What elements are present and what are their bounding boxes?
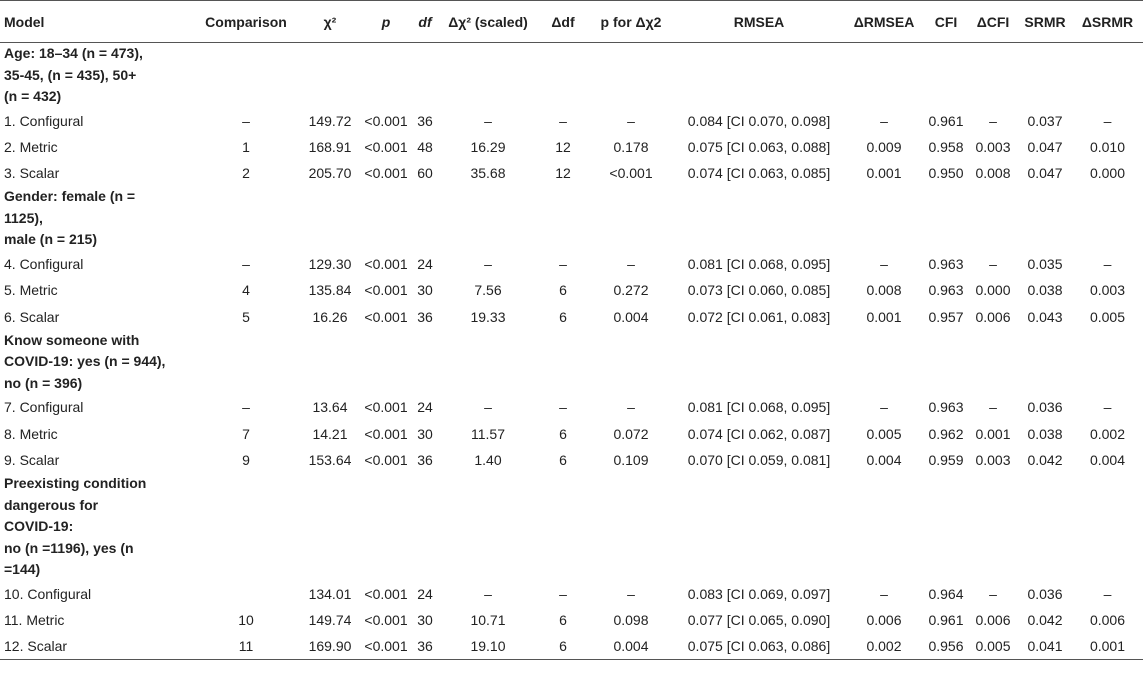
header-delta-srmr: ΔSRMR — [1072, 1, 1143, 43]
cell-dsrmr: 0.010 — [1089, 138, 1126, 155]
table-header — [0, 1, 1143, 43]
cell-cfi: 0.956 — [924, 633, 968, 659]
cell-p: <0.001 — [364, 612, 408, 629]
table-row — [0, 421, 1143, 447]
cell-p: <0.001 — [364, 399, 408, 416]
cell-df: 36 — [417, 308, 433, 325]
header-comparison: Comparison — [192, 1, 300, 43]
cell-p: <0.001 — [364, 308, 408, 325]
cell-srmr: 0.047 — [1027, 138, 1063, 155]
cell-rmsea: 0.075 [CI 0.063, 0.086] — [674, 633, 844, 659]
cell-rmsea: 0.081 [CI 0.068, 0.095] — [687, 399, 831, 416]
cell-dcfi: 0.005 — [968, 633, 1018, 659]
cell-dcfi: 0.000 — [975, 282, 1011, 299]
cell-ddf: 12 — [555, 138, 571, 155]
header-delta-cfi: ΔCFI — [968, 1, 1018, 43]
cell-rmsea: 0.075 [CI 0.063, 0.088] — [687, 138, 831, 155]
cell-srmr: 0.043 — [1027, 308, 1063, 325]
header-row — [0, 1, 1143, 43]
cell-chi2: 169.90 — [300, 633, 360, 659]
cell-cfi: 0.961 — [928, 612, 964, 629]
cell-comparison: – — [242, 399, 250, 416]
cell-chi2: 129.30 — [308, 256, 352, 273]
header-df: df — [412, 1, 438, 43]
cell-dsrmr: – — [1103, 399, 1112, 416]
cell-p: <0.001 — [364, 452, 408, 469]
cell-drmsea: 0.002 — [844, 633, 924, 659]
cell-cfi: 0.959 — [928, 452, 964, 469]
cell-rmsea: 0.070 [CI 0.059, 0.081] — [687, 452, 831, 469]
cell-drmsea: 0.009 — [866, 138, 902, 155]
cell-df: 36 — [412, 633, 438, 659]
group-label — [0, 186, 1143, 251]
cell-drmsea: 0.004 — [866, 452, 902, 469]
table-row — [0, 581, 1143, 607]
cell-rmsea: 0.073 [CI 0.060, 0.085] — [687, 282, 831, 299]
cell-dchi2: 35.68 — [470, 165, 506, 182]
cell-df: 24 — [417, 585, 433, 602]
cell-ddf: – — [559, 399, 567, 416]
cell-dcfi: 0.006 — [975, 612, 1011, 629]
cell-drmsea: – — [880, 585, 888, 602]
cell-chi2: 205.70 — [308, 165, 352, 182]
cell-p: <0.001 — [364, 165, 408, 182]
cell-pdchi2: 0.098 — [613, 612, 649, 629]
cell-chi2: 14.21 — [312, 425, 348, 442]
cell-dchi2: – — [484, 399, 492, 416]
cell-dsrmr: – — [1103, 256, 1112, 273]
cell-dsrmr: 0.006 — [1089, 612, 1126, 629]
cell-chi2: 13.64 — [312, 399, 348, 416]
table-row — [0, 160, 1143, 186]
cell-pdchi2: – — [627, 585, 635, 602]
cell-cfi: 0.961 — [928, 112, 964, 129]
cell-dcfi: 0.008 — [975, 165, 1011, 182]
cell-df: 36 — [417, 452, 433, 469]
cell-dchi2: 11.57 — [471, 425, 505, 442]
cell-dsrmr: 0.000 — [1089, 165, 1126, 182]
cell-dchi2: 19.10 — [438, 633, 538, 659]
table-row — [0, 394, 1143, 420]
cell-p: <0.001 — [364, 282, 408, 299]
cell-chi2: 16.26 — [312, 308, 348, 325]
group-label-line: no (n =1196), yes (n — [4, 539, 134, 556]
cell-cfi: 0.963 — [928, 399, 964, 416]
cell-dsrmr: – — [1103, 585, 1112, 602]
header-model: Model — [0, 1, 192, 43]
cell-ddf: – — [559, 256, 567, 273]
cell-dcfi: 0.003 — [975, 138, 1011, 155]
group-label-line: no (n = 396) — [4, 374, 83, 391]
cell-p: <0.001 — [364, 138, 408, 155]
cell-cfi: 0.963 — [928, 282, 964, 299]
cell-drmsea: 0.001 — [866, 165, 902, 182]
cell-rmsea: 0.081 [CI 0.068, 0.095] — [687, 256, 831, 273]
cell-srmr: 0.042 — [1027, 612, 1063, 629]
cell-df: 30 — [417, 425, 433, 442]
table-row — [0, 251, 1143, 277]
header-chi2: χ² — [300, 1, 360, 43]
cell-rmsea: 0.072 [CI 0.061, 0.083] — [687, 308, 831, 325]
cell-df: 48 — [417, 138, 433, 155]
cell-pdchi2: – — [627, 256, 635, 273]
header-delta-rmsea: ΔRMSEA — [844, 1, 924, 43]
cell-model: 9. Scalar — [4, 452, 60, 469]
cell-ddf: – — [559, 112, 567, 129]
cell-model: 7. Configural — [4, 399, 84, 416]
cell-comparison: 10 — [238, 612, 254, 629]
cell-dcfi: – — [989, 112, 997, 129]
cell-drmsea: – — [880, 256, 888, 273]
cell-srmr: 0.038 — [1027, 425, 1063, 442]
cell-dcfi: 0.001 — [975, 425, 1011, 442]
cell-cfi: 0.957 — [928, 308, 964, 325]
cell-dcfi: – — [989, 585, 997, 602]
cell-model: 8. Metric — [4, 425, 58, 442]
cell-ddf: 6 — [538, 633, 588, 659]
cell-dchi2: 1.40 — [474, 452, 502, 469]
cell-model: 4. Configural — [4, 256, 84, 273]
cell-ddf: 6 — [559, 452, 567, 469]
group-label-line: COVID-19: yes (n = 944), — [4, 353, 166, 370]
group-label-line: Preexisting condition — [4, 475, 147, 492]
cell-dcfi: 0.006 — [975, 308, 1011, 325]
cell-rmsea: 0.074 [CI 0.063, 0.085] — [687, 165, 831, 182]
cell-dsrmr: – — [1103, 112, 1112, 129]
cell-drmsea: – — [880, 112, 888, 129]
cell-comparison: 5 — [242, 308, 250, 325]
cell-ddf: 6 — [559, 612, 567, 629]
cell-srmr: 0.037 — [1027, 112, 1063, 129]
cell-df: 60 — [417, 165, 433, 182]
cell-drmsea: 0.008 — [866, 282, 902, 299]
cell-comparison: – — [242, 112, 250, 129]
group-label — [0, 473, 1143, 581]
cell-srmr: 0.036 — [1027, 585, 1063, 602]
header-delta-df: Δdf — [538, 1, 588, 43]
cell-model: 1. Configural — [4, 112, 84, 129]
group-label-line: Gender: female (n = — [4, 188, 136, 205]
cell-ddf: 6 — [559, 308, 567, 325]
cell-comparison: – — [242, 256, 250, 273]
header-p-delta-chi2: p for Δχ2 — [588, 1, 674, 43]
cell-cfi: 0.950 — [928, 165, 964, 182]
cell-ddf: 12 — [555, 165, 571, 182]
group-label — [0, 43, 1143, 108]
cell-srmr: 0.036 — [1027, 399, 1063, 416]
cell-comparison: 1 — [242, 138, 250, 155]
cell-dchi2: – — [484, 585, 492, 602]
cell-chi2: 168.91 — [308, 138, 352, 155]
cell-dchi2: 16.29 — [470, 138, 506, 155]
cell-p: <0.001 — [360, 633, 412, 659]
cell-df: 24 — [417, 399, 433, 416]
header-rmsea: RMSEA — [674, 1, 844, 43]
group-label-line: 1125), — [4, 209, 43, 226]
cell-rmsea: 0.084 [CI 0.070, 0.098] — [687, 112, 831, 129]
cell-cfi: 0.962 — [928, 425, 964, 442]
cell-p: <0.001 — [364, 256, 408, 273]
cell-dchi2: 10.71 — [470, 612, 506, 629]
cell-srmr: 0.038 — [1027, 282, 1063, 299]
cell-pdchi2: – — [627, 399, 635, 416]
cell-df: 30 — [417, 612, 433, 629]
cell-df: 30 — [417, 282, 433, 299]
cell-dchi2: 19.33 — [470, 308, 506, 325]
cell-rmsea: 0.083 [CI 0.069, 0.097] — [687, 585, 831, 602]
cell-rmsea: 0.074 [CI 0.062, 0.087] — [687, 425, 831, 442]
group-label-line: Know someone with — [4, 331, 140, 348]
cell-comparison: 9 — [242, 452, 250, 469]
table-body — [0, 43, 1143, 660]
cell-comparison — [192, 581, 300, 607]
cell-pdchi2: <0.001 — [609, 165, 653, 182]
cell-dsrmr: 0.005 — [1089, 308, 1126, 325]
cell-model: 12. Scalar — [0, 633, 192, 659]
cell-comparison: 2 — [242, 165, 250, 182]
cell-comparison: 7 — [242, 425, 250, 442]
header-p: p — [360, 1, 412, 43]
cell-cfi: 0.964 — [928, 585, 964, 602]
table-row — [0, 303, 1143, 329]
table-row — [0, 633, 1143, 659]
cell-p: <0.001 — [364, 425, 408, 442]
cell-srmr: 0.047 — [1027, 165, 1063, 182]
table-row — [0, 134, 1143, 160]
group-label-line: COVID-19: — [4, 518, 74, 535]
cell-model: 5. Metric — [4, 282, 58, 299]
cell-cfi: 0.963 — [928, 256, 964, 273]
cell-ddf: 6 — [559, 282, 567, 299]
cell-chi2: 135.84 — [308, 282, 352, 299]
cell-model: 6. Scalar — [4, 308, 60, 325]
cell-model: 10. Configural — [4, 585, 92, 602]
cell-chi2: 149.74 — [308, 612, 352, 629]
cell-dcfi: – — [989, 399, 997, 416]
cell-model: 3. Scalar — [4, 165, 60, 182]
cell-ddf: 6 — [559, 425, 567, 442]
cell-df: 36 — [417, 112, 433, 129]
cell-comparison: 4 — [242, 282, 250, 299]
cell-pdchi2: 0.004 — [613, 308, 649, 325]
group-label-line: Age: 18–34 (n = 473), — [4, 45, 143, 61]
cell-dsrmr: 0.001 — [1072, 633, 1143, 659]
cell-model: 11. Metric — [4, 612, 65, 629]
table-row — [0, 607, 1143, 633]
cell-pdchi2: – — [627, 112, 635, 129]
header-srmr: SRMR — [1018, 1, 1072, 43]
group-header-row — [0, 43, 1143, 108]
cell-drmsea: – — [880, 399, 888, 416]
cell-dchi2: – — [484, 112, 492, 129]
table-row — [0, 108, 1143, 134]
cell-dsrmr: 0.004 — [1089, 452, 1126, 469]
table-row — [0, 277, 1143, 303]
header-delta-chi2: Δχ² (scaled) — [438, 1, 538, 43]
cell-p: <0.001 — [364, 112, 408, 129]
cell-chi2: 153.64 — [308, 452, 352, 469]
cell-chi2: 149.72 — [308, 112, 352, 129]
group-header-row — [0, 330, 1143, 395]
cell-rmsea: 0.077 [CI 0.065, 0.090] — [687, 612, 831, 629]
header-cfi: CFI — [924, 1, 968, 43]
cell-srmr: 0.041 — [1018, 633, 1072, 659]
cell-pdchi2: 0.178 — [613, 138, 649, 155]
cell-drmsea: 0.001 — [866, 308, 902, 325]
group-label-line: male (n = 215) — [4, 231, 97, 248]
cell-model: 2. Metric — [4, 138, 58, 155]
table-row — [0, 447, 1143, 473]
cell-drmsea: 0.005 — [866, 425, 902, 442]
cell-srmr: 0.042 — [1027, 452, 1063, 469]
group-label-line: (n = 432) — [4, 88, 62, 104]
group-header-row — [0, 186, 1143, 251]
cell-cfi: 0.958 — [928, 138, 964, 155]
cell-pdchi2: 0.272 — [613, 282, 649, 299]
cell-pdchi2: 0.109 — [613, 452, 649, 469]
cell-pdchi2: 0.004 — [588, 633, 674, 659]
group-label-line: dangerous for — [4, 496, 99, 513]
cell-dchi2: – — [484, 256, 492, 273]
cell-dcfi: 0.003 — [975, 452, 1011, 469]
group-header-row — [0, 473, 1143, 581]
cell-ddf: – — [559, 585, 567, 602]
cell-dsrmr: 0.002 — [1089, 425, 1126, 442]
cell-dchi2: 7.56 — [474, 282, 502, 299]
cell-dsrmr: 0.003 — [1089, 282, 1126, 299]
group-label-line: =144) — [4, 561, 41, 578]
cell-df: 24 — [417, 256, 433, 273]
cell-drmsea: 0.006 — [866, 612, 902, 629]
cell-comparison: 11 — [192, 633, 300, 659]
cell-pdchi2: 0.072 — [613, 425, 649, 442]
cell-dcfi: – — [989, 256, 997, 273]
cell-p: <0.001 — [364, 585, 408, 602]
cell-chi2: 134.01 — [308, 585, 352, 602]
group-label — [0, 330, 1143, 395]
cell-srmr: 0.035 — [1027, 256, 1063, 273]
group-label-line: 35-45, (n = 435), 50+ — [4, 66, 137, 83]
